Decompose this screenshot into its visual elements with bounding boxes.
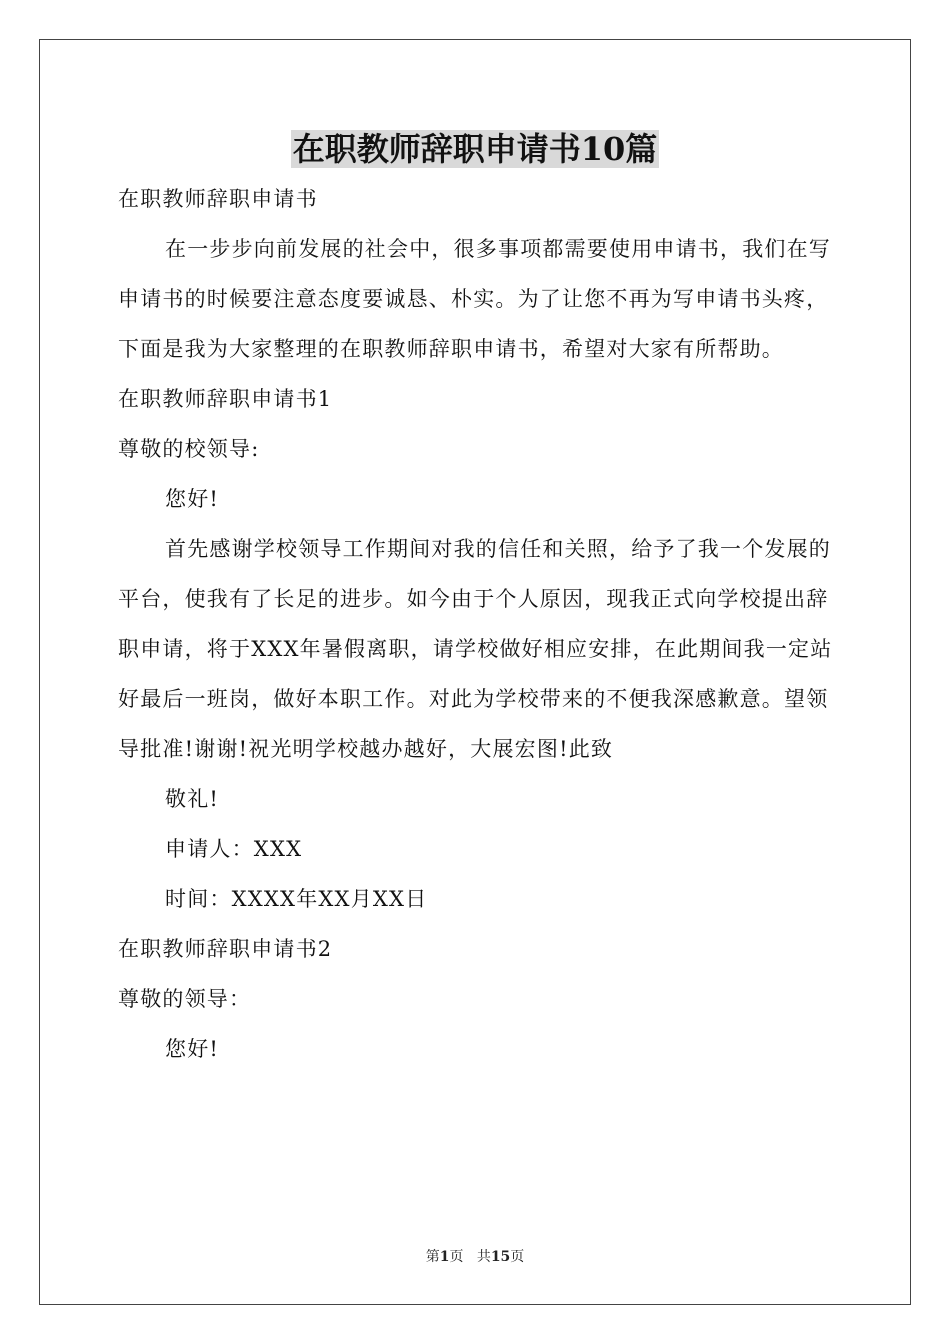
document-title	[0, 126, 950, 172]
body-paragraph: 敬礼!	[165, 787, 220, 811]
body-paragraph: 申请人：XXX	[165, 837, 303, 861]
body-paragraph: 尊敬的校领导:	[118, 437, 260, 461]
body-paragraph: 时间：XXXX年XX月XX日	[165, 887, 428, 911]
document-body	[118, 174, 834, 1074]
footer-total-pages: 15	[490, 1249, 511, 1265]
body-paragraph: 在职教师辞职申请书2	[118, 937, 333, 961]
footer-total-prefix: 共	[476, 1249, 491, 1265]
body-paragraph: 在职教师辞职申请书1	[118, 387, 333, 411]
body-paragraph: 首先感谢学校领导工作期间对我的信任和关照，给予了我一个发展的平台，使我有了长足的进步。如今由于个人原因，现我正式向学校提出辞职申请，将于XXX年暑假离职，请学校做好相应安排，在此期间我一定站好最后一班岗，做好本职工作。对此为学校带来的不便我深感歉意。望领导批准!谢谢!祝光明学校越办越好，大展宏图!此致	[118, 537, 833, 761]
footer-page-suffix: 页	[449, 1249, 464, 1265]
body-paragraph: 在职教师辞职申请书	[118, 187, 318, 211]
page-footer	[0, 1245, 950, 1269]
footer-prefix: 第	[425, 1249, 440, 1265]
body-paragraph: 尊敬的领导：	[118, 987, 252, 1011]
body-paragraph: 您好!	[165, 1037, 220, 1061]
footer-page-number: 1	[439, 1249, 450, 1265]
body-paragraph: 在一步步向前发展的社会中，很多事项都需要使用申请书，我们在写申请书的时候要注意态度要诚恳、朴实。为了让您不再为写申请书头疼，下面是我为大家整理的在职教师辞职申请书，希望对大家有所帮助。	[118, 237, 831, 361]
body-paragraph: 您好!	[165, 487, 220, 511]
document-title-text: 在职教师辞职申请书10篇	[292, 130, 658, 168]
footer-total-suffix: 页	[510, 1249, 525, 1265]
